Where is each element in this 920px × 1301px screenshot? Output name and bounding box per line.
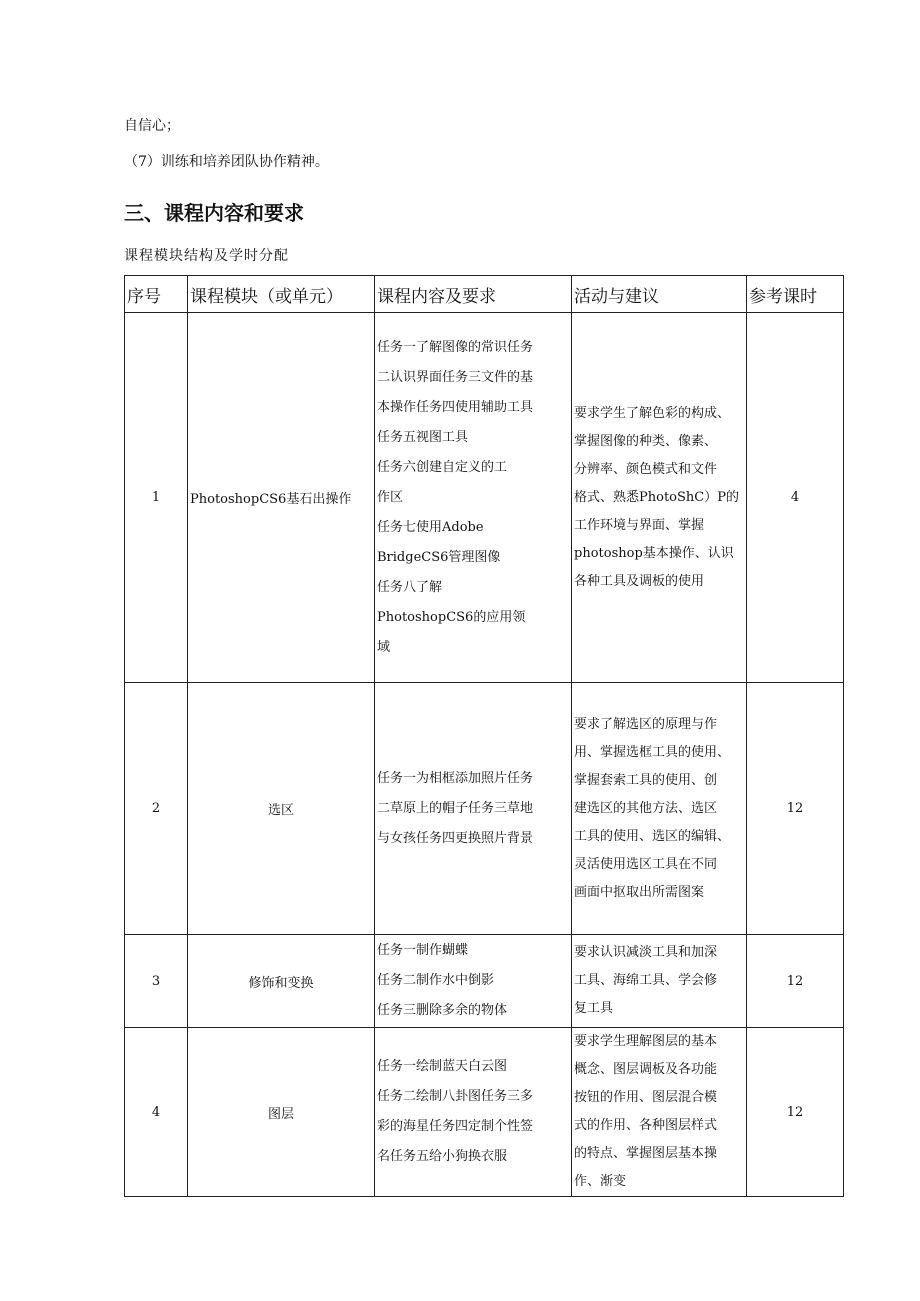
activity-line: 建选区的其他方法、选区	[574, 800, 718, 816]
row-module: 图层	[188, 1028, 375, 1197]
content-line: 任务五视图工具	[377, 429, 469, 445]
activity-line: 画面中抠取出所需图案	[574, 884, 705, 900]
row-activities	[572, 1028, 747, 1197]
content-line: 任务一制作蝴蝶	[377, 943, 469, 958]
row-index: 2	[125, 683, 188, 935]
paragraph-item-7: （7）训练和培养团队协作精神。	[124, 154, 329, 170]
activity-line: 式的作用、各种图层样式	[574, 1118, 718, 1133]
paragraph-continuation: 自信心；	[124, 118, 180, 134]
activity-line: 作、渐变	[574, 1174, 627, 1189]
activity-line: 要求认识减淡工具和加深	[574, 945, 718, 960]
header-index: 序号	[125, 276, 188, 313]
content-line: 与女孩任务四更换照片背景	[377, 830, 534, 846]
content-line: 本操作任务四使用辅助工具	[377, 399, 534, 415]
row-content	[375, 313, 572, 683]
activity-line: 格式、熟悉PhotoShC）P的	[574, 489, 739, 505]
activity-line: photoshop基本操作、认识	[574, 545, 734, 561]
row-hours: 12	[747, 1028, 844, 1197]
activity-line: 掌握套索工具的使用、创	[574, 772, 718, 788]
content-line: 域	[377, 639, 391, 655]
table-header-row	[125, 276, 844, 313]
row-index: 4	[125, 1028, 188, 1197]
activity-line: 要求了解选区的原理与作	[574, 716, 718, 732]
row-content	[375, 683, 572, 935]
table-row	[125, 1028, 844, 1197]
content-line: 任务七使用Adobe	[377, 519, 484, 535]
activity-line: 分辨率、颜色模式和文件	[574, 461, 718, 477]
content-line: 任务一为相框添加照片任务	[377, 770, 534, 786]
row-module: 选区	[188, 683, 375, 935]
content-line: 任务八了解	[377, 579, 443, 595]
row-index: 3	[125, 935, 188, 1028]
content-line: 名任务五给小狗换衣服	[377, 1149, 508, 1164]
row-content	[375, 935, 572, 1028]
content-line: 任务一绘制蓝天白云图	[377, 1059, 508, 1074]
row-hours: 12	[747, 683, 844, 935]
content-line: PhotoshopCS6的应用领	[377, 609, 526, 625]
activity-line: 掌握图像的种类、像素、	[574, 433, 718, 449]
activity-line: 按钮的作用、图层混合模	[574, 1090, 718, 1105]
activity-line: 要求学生理解图层的基本	[574, 1034, 718, 1049]
content-line: 任务二制作水中倒影	[377, 973, 495, 988]
activity-line: 概念、图层调板及各功能	[574, 1062, 718, 1077]
header-module: 课程模块（或单元）	[188, 276, 375, 313]
row-index: 1	[125, 313, 188, 683]
content-line: 二认识界面任务三文件的基	[377, 369, 534, 385]
table-row	[125, 313, 844, 683]
table-caption: 课程模块结构及学时分配	[124, 248, 289, 264]
content-line: 二草原上的帽子任务三草地	[377, 800, 534, 816]
activity-line: 的特点、掌握图层基本操	[574, 1146, 718, 1161]
course-module-table	[124, 275, 844, 1197]
row-hours: 12	[747, 935, 844, 1028]
table-row	[125, 683, 844, 935]
header-hours: 参考课时	[747, 276, 844, 313]
row-activities	[572, 935, 747, 1028]
activity-line: 工具的使用、选区的编辑、	[574, 828, 731, 844]
row-content	[375, 1028, 572, 1197]
header-activities: 活动与建议	[572, 276, 747, 313]
content-line: 任务三删除多余的物体	[377, 1003, 508, 1018]
activity-line: 各种工具及调板的使用	[574, 573, 705, 589]
activity-line: 用、掌握选框工具的使用、	[574, 744, 731, 760]
row-activities	[572, 683, 747, 935]
row-module: PhotoshopCS6基石出操作	[188, 313, 375, 683]
activity-line: 工作环境与界面、掌握	[574, 517, 705, 533]
activity-line: 工具、海绵工具、学会修	[574, 973, 718, 988]
row-hours: 4	[747, 313, 844, 683]
content-line: 任务二绘制八卦图任务三多	[377, 1089, 534, 1104]
activity-line: 灵活使用选区工具在不同	[574, 856, 718, 872]
content-line: 任务一了解图像的常识任务	[377, 339, 534, 355]
activity-line: 复工具	[574, 1001, 614, 1016]
content-line: 任务六创建自定义的工	[377, 459, 508, 475]
content-line: BridgeCS6管理图像	[377, 549, 501, 565]
content-line: 彩的海星任务四定制个性签	[377, 1119, 534, 1134]
activity-line: 要求学生了解色彩的构成、	[574, 405, 731, 421]
content-line: 作区	[377, 489, 404, 505]
header-content: 课程内容及要求	[375, 276, 572, 313]
table-row	[125, 935, 844, 1028]
row-module: 修饰和变换	[188, 935, 375, 1028]
row-activities	[572, 313, 747, 683]
section-heading: 三、课程内容和要求	[124, 201, 304, 225]
